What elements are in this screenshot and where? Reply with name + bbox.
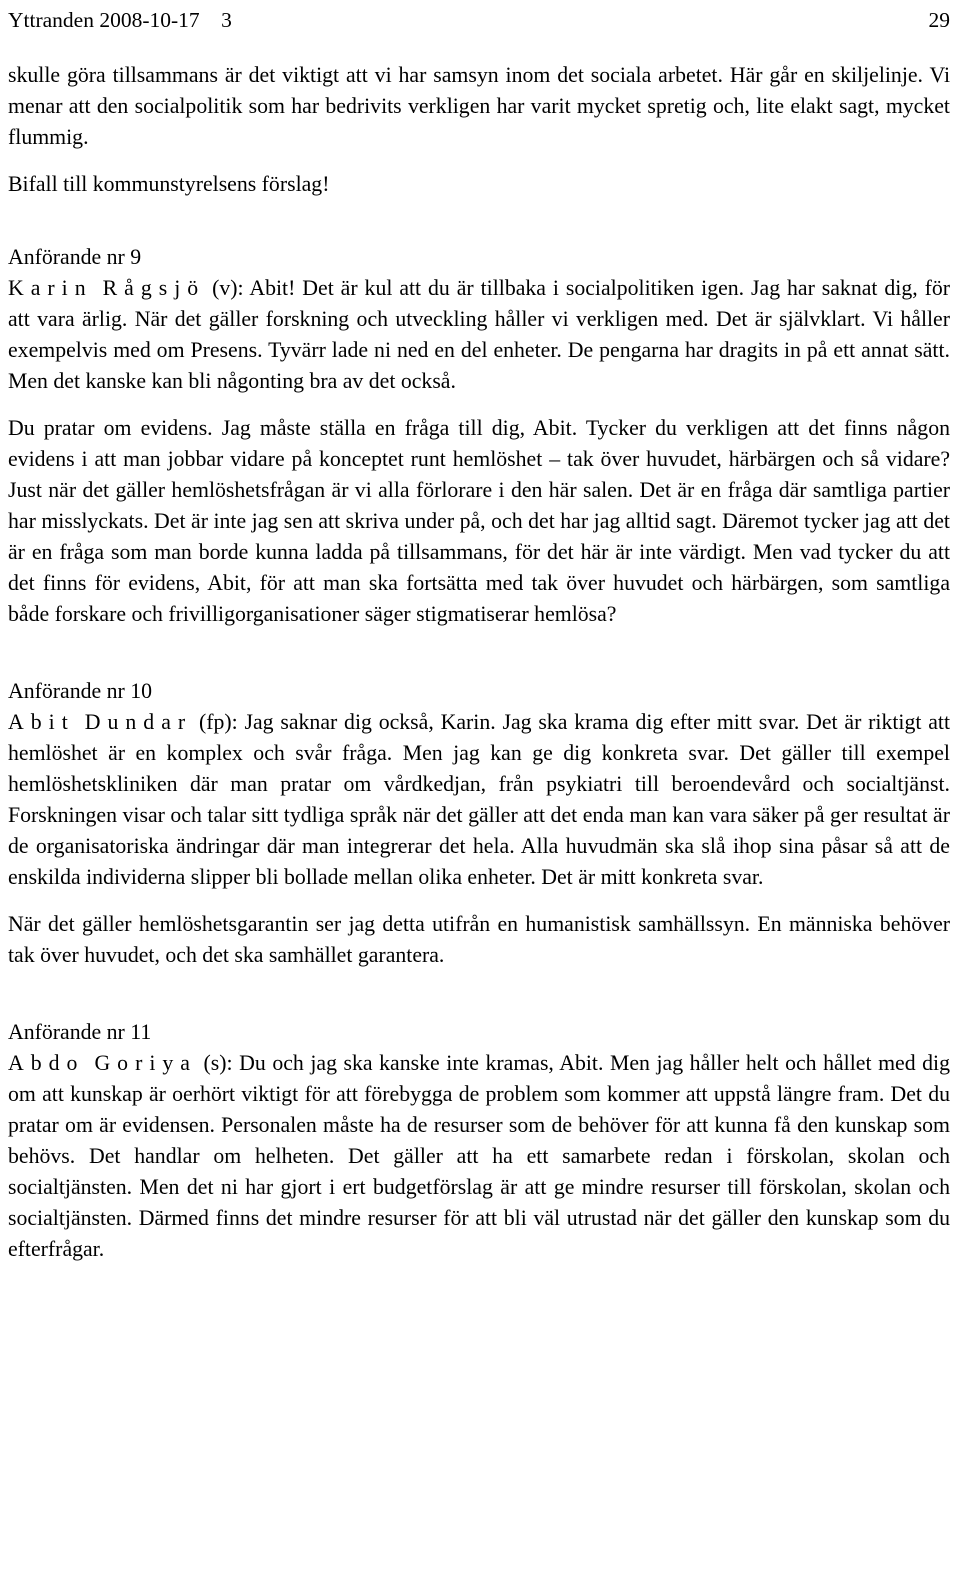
document-page — [8, 0, 950, 1265]
speaker-first-name: Abdo — [8, 1051, 85, 1075]
speaker-party: (v): — [212, 276, 244, 300]
header-left — [8, 0, 232, 40]
page-header — [8, 0, 950, 40]
speaker-last-name: Goriya — [94, 1051, 197, 1075]
paragraph: Bifall till kommunstyrelsens förslag! — [8, 172, 330, 196]
speaker-party: (s): — [203, 1051, 233, 1075]
speech-heading: Anförande nr 9 — [8, 245, 142, 269]
page-number: 29 — [928, 8, 950, 32]
body-text — [8, 60, 950, 1265]
header-section: 3 — [221, 8, 232, 32]
speaker-first-name: Karin — [8, 276, 93, 300]
speech-text: Du och jag ska kanske inte kramas, Abit. Men jag håller helt och hållet med dig om att kunskap är oerhört viktigt för att förebygga de problem som kommer att uppstå längre fram. Det du pratar om är evidensen. Personalen måste ha de resurser som de behöver för att kunna få den kunskap som behövs. Det handlar om helheten. Det gäller att ha ett samarbete redan i förskolan, skolan och socialtjänsten. Men det ni har gjort i ert budgetförslag är att ge mindre resurser till förskolan, skolan och socialtjänsten. Därmed finns det mindre resurser för att bli väl utrustad när det gäller den kunskap som du efterfrågar. — [8, 1051, 951, 1261]
speaker-last-name: Dundar — [84, 710, 193, 734]
speech-paragraph — [8, 1048, 950, 1265]
header-date-label: Yttranden 2008-10-17 — [8, 8, 200, 32]
paragraph: När det gäller hemlöshetsgarantin ser jag detta utifrån en humanistisk samhällssyn. En människa behöver tak över huvudet, och det ska samhället garantera. — [8, 912, 950, 967]
speaker-last-name: Rågsjö — [102, 276, 206, 300]
speech-heading: Anförande nr 11 — [8, 1020, 152, 1044]
paragraph: skulle göra tillsammans är det viktigt att vi har samsyn inom det sociala arbetet. Här går en skiljelinje. Vi menar att den socialpolitik som har bedrivits verkligen har varit mycket spretig och, lite elakt sagt, mycket flummig. — [8, 63, 950, 149]
speech-paragraph — [8, 273, 950, 397]
speech-paragraph — [8, 707, 950, 893]
speaker-first-name: Abit — [8, 710, 75, 734]
speaker-party: (fp): — [198, 710, 238, 734]
speech-text: Abit! Det är kul att du är tillbaka i socialpolitiken igen. Jag har saknat dig, för att vara ärlig. När det gäller forskning och utveckling håller vi verkligen med. Det är självklart. Vi håller exempelvis med om Presens. Tyvärr lade ni ned en del enheter. De pengarna har dragits in på ett annat sätt. Men det kanske kan bli någonting bra av det också. — [8, 276, 951, 393]
speech-text: Jag saknar dig också, Karin. Jag ska krama dig efter mitt svar. Det är riktigt att hemlöshet är en komplex och svår fråga. Men jag kan ge dig konkreta svar. Det gäller till exempel hemlöshetskliniken där man pratar om vårdkedjan, från psykiatri till beroendevård och socialtjänst. Forskningen visar och talar sitt tydliga språk när det gäller att det enda man kan vara säker på ger resultat är de organisatoriska ändringar där man integrerar det hela. Alla huvudmän ska slå ihop sina påsar så att de enskilda individerna slipper bli bollade mellan olika enheter. Det är mitt konkreta svar. — [8, 710, 951, 889]
paragraph: Du pratar om evidens. Jag måste ställa en fråga till dig, Abit. Tycker du verkligen att det finns någon evidens i att man jobbar vidare på konceptet runt hemlöshet – tak över huvudet, härbärgen och så vidare? Just när det gäller hemlöshetsfrågan är vi alla förlorare i den här salen. Det är en fråga där samtliga partier har misslyckats. Det är inte jag sen att skriva under på, och det har jag alltid sagt. Däremot tycker jag att det är en fråga som man borde kunna ladda på tillsammans, för det här är inte värdigt. Men vad tycker du att det finns för evidens, Abit, för att man ska fortsätta med tak över huvudet och härbärgen, som samtliga både forskare och frivilligorganisationer säger stigmatiserar hemlösa? — [8, 416, 950, 626]
speech-heading: Anförande nr 10 — [8, 679, 153, 703]
